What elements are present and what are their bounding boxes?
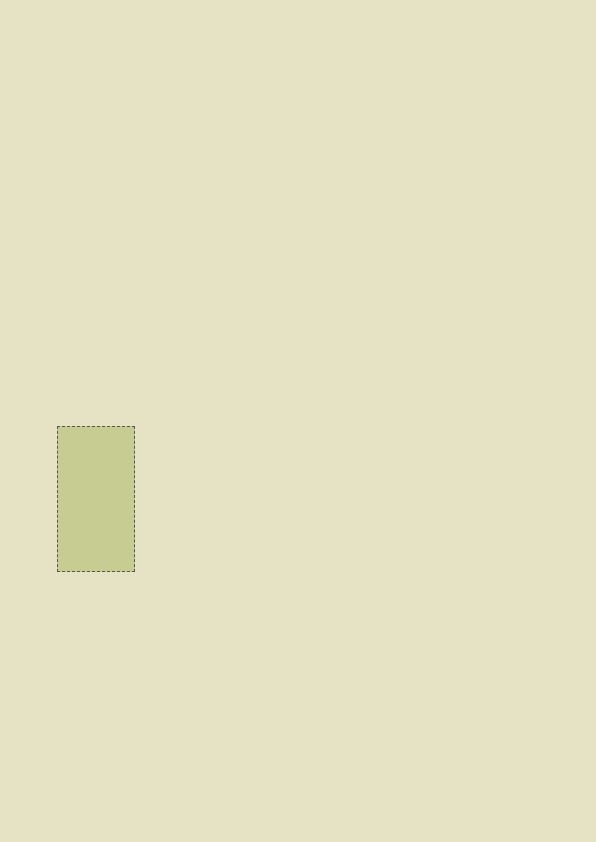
sidebar-note <box>57 426 135 572</box>
